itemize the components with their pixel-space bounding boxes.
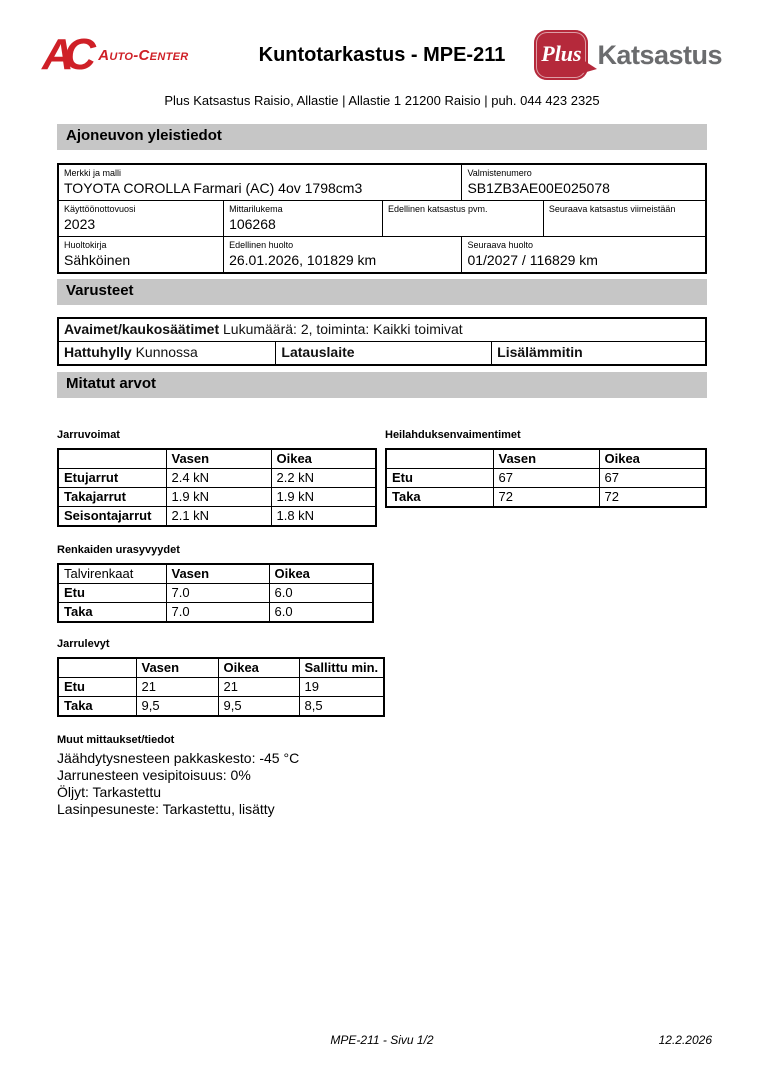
value-cell: 7.0 xyxy=(166,584,269,603)
auto-center-logo xyxy=(42,30,189,79)
row-label: Taka xyxy=(58,697,136,717)
field-label: Mittarilukema xyxy=(229,204,283,214)
equipment-name: Lisälämmitin xyxy=(497,344,583,360)
header-cell: Vasen xyxy=(166,449,271,469)
other-measurements xyxy=(57,750,707,818)
brake-forces-block xyxy=(57,429,377,527)
row-label: Etu xyxy=(58,678,136,697)
auto-center-monogram-icon: AC xyxy=(42,30,87,79)
measurement-line: Jarrunesteen vesipitoisuus: 0% xyxy=(57,767,251,783)
speech-bubble-tail-icon xyxy=(583,60,597,73)
table-row xyxy=(59,319,705,341)
value-cell: 67 xyxy=(493,469,599,488)
value-cell: 8,5 xyxy=(299,697,384,717)
field-value: 26.01.2026, 101829 km xyxy=(229,252,377,268)
table-header-row xyxy=(58,658,384,678)
field-label: Käyttöönottovuosi xyxy=(64,204,136,214)
equipment-name: Latauslaite xyxy=(281,344,355,360)
field-label: Edellinen katsastus pvm. xyxy=(387,204,488,214)
value-cell: 2.4 kN xyxy=(166,469,271,488)
row-label: Etu xyxy=(386,469,493,488)
table-header-row xyxy=(58,449,376,469)
field-value: 2023 xyxy=(64,216,96,232)
header-cell: Oikea xyxy=(218,658,299,678)
page-header xyxy=(0,30,764,80)
field-edellinen-katsastus xyxy=(382,201,543,236)
section-header-general: Ajoneuvon yleistiedot xyxy=(57,124,707,150)
field-value: 01/2027 / 116829 km xyxy=(467,252,598,268)
measurement-line: Jäähdytysnesteen pakkaskesto: -45 °C xyxy=(57,750,300,766)
shock-absorbers-block xyxy=(385,429,707,527)
value-cell: 2.2 kN xyxy=(271,469,376,488)
plus-katsastus-logo xyxy=(534,30,722,80)
table-row xyxy=(58,469,376,488)
other-measurements-caption: Muut mittaukset/tiedot xyxy=(57,734,175,746)
field-label: Valmistenumero xyxy=(467,168,532,178)
field-label: Seuraava huolto xyxy=(467,240,533,250)
table-row xyxy=(386,488,706,508)
field-label: Huoltokirja xyxy=(64,240,107,250)
header-cell: Sallittu min. xyxy=(299,658,384,678)
equipment-value: Lukumäärä: 2, toiminta: Kaikki toimivat xyxy=(223,321,463,337)
header-right-zone xyxy=(517,30,722,80)
table-row xyxy=(58,584,373,603)
header-cell: Oikea xyxy=(599,449,706,469)
header-cell xyxy=(58,449,166,469)
field-edellinen-huolto xyxy=(223,237,461,272)
field-seuraava-huolto xyxy=(461,237,705,272)
table-row xyxy=(58,697,384,717)
shock-absorbers-table xyxy=(385,448,707,508)
value-cell: 67 xyxy=(599,469,706,488)
row-label: Etu xyxy=(58,584,166,603)
header-cell: Vasen xyxy=(493,449,599,469)
value-cell: 2.1 kN xyxy=(166,507,271,527)
row-label: Taka xyxy=(386,488,493,508)
measurement-line: Lasinpesuneste: Tarkastettu, lisätty xyxy=(57,801,275,817)
brake-discs-table xyxy=(57,657,385,717)
field-merkki-ja-malli xyxy=(59,165,461,200)
field-valmistenumero xyxy=(461,165,705,200)
header-cell xyxy=(386,449,493,469)
section-header-equipment: Varusteet xyxy=(57,279,707,305)
value-cell: 1.8 kN xyxy=(271,507,376,527)
table-caption: Jarrulevyt xyxy=(57,638,110,650)
header-cell: Vasen xyxy=(136,658,218,678)
row-label: Seisontajarrut xyxy=(58,507,166,527)
value-cell: 72 xyxy=(599,488,706,508)
equipment-name: Avaimet/kaukosäätimet xyxy=(64,321,220,337)
value-cell: 1.9 kN xyxy=(166,488,271,507)
section-header-measured: Mitatut arvot xyxy=(57,372,707,398)
value-cell: 6.0 xyxy=(269,603,373,623)
field-value xyxy=(388,215,538,234)
value-cell: 21 xyxy=(218,678,299,697)
plus-speech-bubble-icon xyxy=(534,30,588,80)
row-label: Etujarrut xyxy=(58,469,166,488)
field-label: Edellinen huolto xyxy=(229,240,294,250)
station-address: Plus Katsastus Raisio, Allastie | Allastie 1 21200 Raisio | puh. 044 423 2325 xyxy=(164,93,600,108)
table-row xyxy=(58,678,384,697)
equipment-table xyxy=(57,317,707,366)
row-label: Taka xyxy=(58,603,166,623)
value-cell: 1.9 kN xyxy=(271,488,376,507)
auto-center-logo-text: Auto-Center xyxy=(98,46,189,64)
field-seuraava-katsastus xyxy=(543,201,705,236)
page-footer xyxy=(0,1033,764,1047)
header-cell: Oikea xyxy=(271,449,376,469)
measured-tables-row xyxy=(57,429,707,527)
table-row xyxy=(58,488,376,507)
table-row xyxy=(58,603,373,623)
table-caption: Jarruvoimat xyxy=(57,429,120,441)
equipment-value: Kunnossa xyxy=(135,344,198,360)
value-cell: 7.0 xyxy=(166,603,269,623)
field-value: Sähköinen xyxy=(64,252,131,268)
footer-date: 12.2.2026 xyxy=(658,1033,712,1047)
field-label: Merkki ja malli xyxy=(64,168,122,178)
field-huoltokirja xyxy=(59,237,223,272)
row-label: Takajarrut xyxy=(58,488,166,507)
table-row xyxy=(59,165,705,200)
table-row xyxy=(59,341,705,364)
plus-badge-text: Plus xyxy=(541,41,582,66)
footer-page-number: MPE-211 - Sivu 1/2 xyxy=(330,1033,434,1047)
tire-treads-table xyxy=(57,563,374,623)
value-cell: 9,5 xyxy=(136,697,218,717)
table-header-row xyxy=(58,564,373,584)
header-cell xyxy=(58,658,136,678)
table-row xyxy=(59,236,705,272)
value-cell: 9,5 xyxy=(218,697,299,717)
table-header-row xyxy=(386,449,706,469)
field-kayttoonottovuosi xyxy=(59,201,223,236)
value-cell: 19 xyxy=(299,678,384,697)
field-mittarilukema xyxy=(223,201,382,236)
table-caption: Heilahduksenvaimentimet xyxy=(385,429,521,441)
measurement-line: Öljyt: Tarkastettu xyxy=(57,784,162,800)
field-value: SB1ZB3AE00E025078 xyxy=(467,180,610,196)
table-row xyxy=(58,507,376,527)
header-left-zone xyxy=(42,30,247,79)
table-caption: Renkaiden urasyvyydet xyxy=(57,544,180,556)
katsastus-logo-text: Katsastus xyxy=(597,39,722,70)
header-cell: Vasen xyxy=(166,564,269,584)
field-value: 106268 xyxy=(229,216,276,232)
page-content xyxy=(0,124,764,818)
brake-forces-table xyxy=(57,448,377,527)
header-cell: Oikea xyxy=(269,564,373,584)
equipment-latauslaite-cell xyxy=(275,342,491,364)
table-row xyxy=(59,200,705,236)
value-cell: 6.0 xyxy=(269,584,373,603)
equipment-name: Hattuhylly xyxy=(64,344,132,360)
value-cell: 21 xyxy=(136,678,218,697)
general-info-table xyxy=(57,163,707,274)
table-row xyxy=(386,469,706,488)
field-value xyxy=(549,215,700,234)
equipment-lisalammitin-cell xyxy=(491,342,705,364)
value-cell: 72 xyxy=(493,488,599,508)
equipment-hattuhylly-cell xyxy=(59,342,275,364)
page-title: Kuntotarkastus - MPE-211 xyxy=(258,43,506,66)
field-label: Seuraava katsastus viimeistään xyxy=(548,204,676,214)
header-cell: Talvirenkaat xyxy=(58,564,166,584)
equipment-keys-cell xyxy=(59,319,705,341)
field-value: TOYOTA COROLLA Farmari (AC) 4ov 1798cm3 xyxy=(64,180,363,196)
